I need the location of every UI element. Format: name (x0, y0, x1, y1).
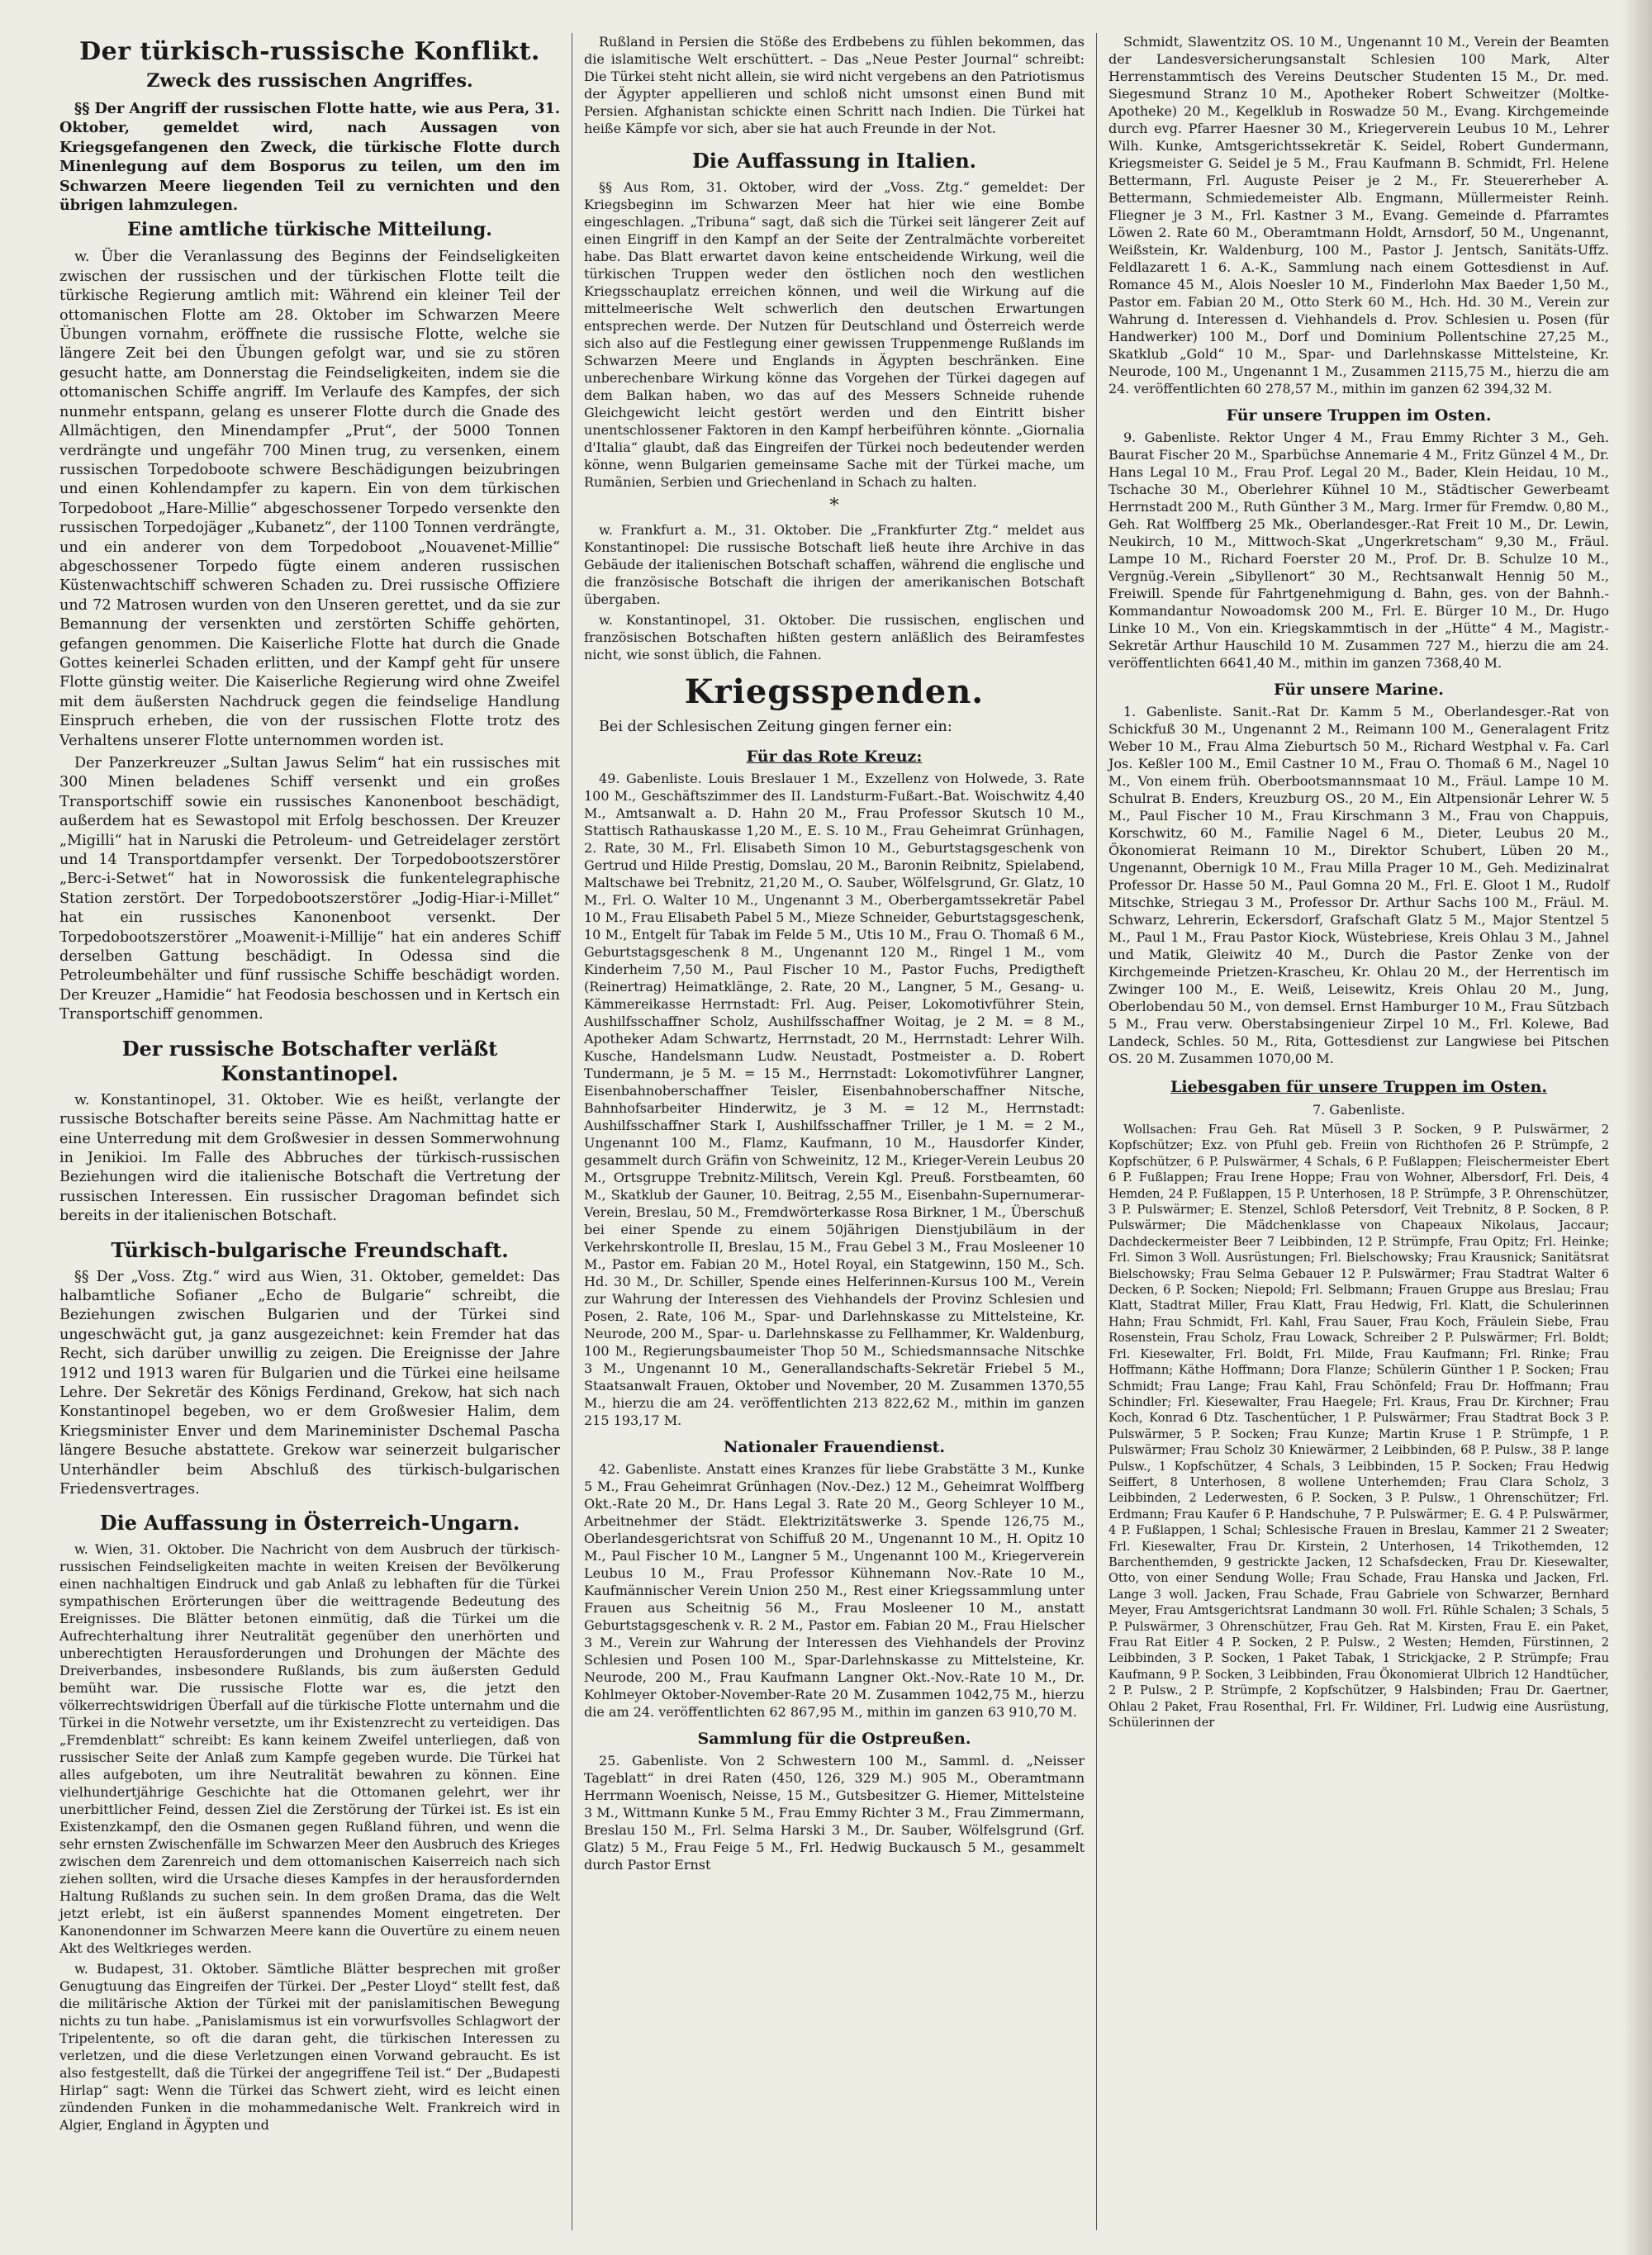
page-edge-shadow (1622, 0, 1652, 2255)
columns (48, 33, 1621, 2230)
paragraph: 1. Gabenliste. Sanit.-Rat Dr. Kamm 5 M., Oberlandesger.-Rat von Schickfuß 30 M., Ungenannt 2 M., Reimann 100 M., Generalagent Fritz Weber 10 M., Frau Alma Zieburtsch 50 M., Richard Westphal v. Fa. Carl Jos. Keßler 100 M., Emil Castner 10 M., Frau O. Thomaß 6 M., Nagel 10 M., Von einem früh. Oberbootsmannsmaat 10 M., Fräul. Lampe 10 M. Schulrat B. Enders, Kreuzburg OS., 20 M., Ein Altpensionär Lehrer W. 5 M., Paul Fischer 10 M., Frau Kirschmann 3 M., Frau von Chappuis, Korschwitz, 60 M., Familie Nagel 6 M., Dieter, Leubus 20 M., Ökonomierat Reimann 10 M., Direktor Schubert, Lüben 20 M., Ungenannt, Obernigk 10 M., Frau Milla Prager 10 M., Geh. Medizinalrat Professor Dr. Hasse 50 M., Paul Gomna 20 M., Frl. E. Gloot 1 M., Rudolf Mitschke, Striegau 3 M., Professor Dr. Arthur Sachs 100 M., Fräul. M. Schwarz, Lehrerin, Eckersdorf, Grafschaft Glatz 5 M., Major Stentzel 5 M., Paul 1 M., Frau Pastor Kiock, Wüstebriese, Kreis Ohlau 3 M., Jahnel und Matik, Gleiwitz 40 M., Durch die Pastor Zenke von der Kirchgemeinde Prietzen-Krascheu, Kr. Ohlau 20 M., der Herrentisch im Zwinger 100 M., E. Weiß, Leisewitz, Kreis Ohlau 20 M., Jung, Oberlobendau 50 M., von demsel. Ernst Hamburger 10 M., Frau Sützbach 5 M., Frau verw. Oberstabsingenieur Zirpel 10 M., Frl. Kolewe, Bad Landeck, Schles. 50 M., Rita, Gottesdienst zur Langwiese bei Pitschen OS. 20 M. Zusammen 1070,00 M. (1108, 704, 1609, 1066)
paragraph: w. Wien, 31. Oktober. Die Nachricht von dem Ausbruch der türkisch-russischen Feindseligkeiten machte in weiten Kreisen der Bevölkerung einen nachhaltigen Eindruck und gab Anlaß zu lebhaften für die Türkei sympathischen Erörterungen über die weittragende Bedeutung des Ereignisses. Die Blätter betonen einmütig, daß die Türkei um die Aufrechterhaltung ihrer Neutralität gegenüber den unerhörten und unberechtigten Herausforderungen und Drohungen der Mächte des Dreiverbandes, insbesondere Rußlands, bis zum äußersten Geduld bemüht war. Die russische Flotte war es, die jetzt den völkerrechtswidrigen Überfall auf die türkische Flotte unternahm und die Türkei in die Notwehr versetzte, um ihr Existenzrecht zu verteidigen. Das „Fremdenblatt“ schreibt: Es kann keinem Zweifel unterliegen, daß von russischer Seite der Anlaß zum Kampfe gegeben wurde. Die Türkei hat alles aufgeboten, um ihre Neutralität bewahren zu können. Eine vielhundertjährige Geschichte hat die Ottomanen gelehrt, wer ihr unerbittlicher Feind, dessen Ziel die Zerstörung der Türkei ist. Es ist ein Existenzkampf, den die Osmanen gegen Rußland führen, und wenn die sehr ernsten Zwischenfälle im Schwarzen Meer den Ausbruch des Krieges zwischen dem Zarenreich und dem ottomanischen Kaiserreich nach sich ziehen sollten, wird die Ursache dieses Kampfes in der herausfordernden Haltung Rußlands zu suchen sein. In dem großen Drama, das die Welt jetzt erlebt, ist ein äußerst spannendes Moment eingetreten. Der Kanonendonner im Schwarzen Meere kann die Ouvertüre zu einem neuen Akt des Weltkrieges werden. (59, 1541, 560, 1957)
list-heading-liebesgaben: Liebesgaben für unsere Truppen im Osten. (1170, 1078, 1548, 1096)
paragraph: w. Konstantinopel, 31. Oktober. Die russischen, englischen und französischen Botschaften hißten gestern anläßlich des Beiramfestes nicht, wie sonst üblich, die Fahnen. (584, 612, 1085, 662)
paragraph: w. Konstantinopel, 31. Oktober. Wie es heißt, verlangte der russische Botschafter bereits seine Pässe. Am Nachmittag hatte er eine Unterredung mit dem Großwesier in dessen Sommerwohnung in Jenikioi. Im Falle des Abbruches der türkisch-russischen Beziehungen wird die italienische Botschaft die Vertretung der russischen Interessen. Ein russischer Dragoman befindet sich bereits in der italienischen Botschaft. (59, 1091, 560, 1225)
separator-star: * (829, 496, 839, 516)
paragraph: w. Über die Veranlassung des Beginns der Feindseligkeiten zwischen der russischen und der türkischen Flotte teilt die türkische Regierung amtlich mit: Während ein kleiner Teil der ottomanischen Flotte am 28. Oktober im Schwarzen Meere Übungen vornahm, eröffnete die russische Flotte, welche sie längere Zeit bei den Übungen gefolgt war, und sie zu stören gesucht hatte, am Donnerstag die Feindseligkeiten, indem sie die ottomanischen Schiffe angriff. Im Verlaufe des Kampfes, der sich nunmehr entspann, gelang es unserer Flotte durch die Gnade des Allmächtigen, den Minendampfer „Prut“, der 5000 Tonnen verdrängte und ungefähr 700 Minen trug, zu versenken, einem russischen Torpedoboote schwere Beschädigungen beizubringen und einen Kohlendampfer zu kapern. Ein von dem türkischen Torpedoboot „Hare-Millie“ abgeschossener Torpedo versenkte den russischen Torpedojäger „Kubanetz“, der 1100 Tonnen verdrängte, und ein anderer von dem Torpedoboot „Nouavenet-Millie“ abgeschossener Torpedo fügte einem anderen russischen Küstenwachtschiff schweren Schaden zu. Drei russische Offiziere und 72 Matrosen wurden von den Unseren gerettet, und da sie zur Bemannung der versenkten und zerstörten Schiffe gehörten, gefangen genommen. Die Kaiserliche Flotte hat durch die Gnade Gottes keinerlei Schaden erlitten, und der Kampf geht für unsere Flotte günstig weiter. Die Kaiserliche Regierung wird ohne Zweifel mit dem äußersten Nachdruck gegen die feindselige Handlung Einspruch erheben, die von der russischen Flotte trotz des Verhaltens unserer Flotte unternommen worden ist. (59, 249, 560, 749)
paragraph: §§ Aus Rom, 31. Oktober, wird der „Voss. Ztg.“ gemeldet: Der Kriegsbeginn im Schwarzen Meer hat hier wie eine Bombe eingeschlagen. „Tribuna“ sagt, daß sich die Türkei seit längerer Zeit auf einen Eingriff in den Kampf an der Seite der Zentralmächte vorbereitet habe. Das Blatt erwartet davon keine entscheidende Wirkung, weil die türkischen Truppen weder den östlichen noch den westlichen Kriegsschauplatz erreichen können, und weil die Wirkung auf die mittelmeerische Welt schwerlich den deutschen Erwartungen entsprechen werde. Der Nutzen für Deutschland und Österreich werde sich also auf die Festlegung einer gewissen Truppenmenge Rußlands im Schwarzen Meere und Englands in Ägypten beschränken. Eine unberechenbare Wirkung könne das Vorgehen der Türkei dagegen auf dem Balkan haben, wo das auf des Messers Schneide ruhende Gleichgewicht leicht gestört werden und den Eintritt bisher unentschlossener Faktoren in den Kampf herbeiführen könnte. „Giornalia d'Italia“ glaubt, daß das Eingreifen der Türkei noch bedeutender werden könne, wenn Bulgarien gemeinsame Sache mit der Türkei mache, um Rumänien, Serbien und Griechenland in Schach zu halten. (584, 179, 1085, 490)
column-3 (1097, 33, 1621, 2230)
paragraph: 9. Gabenliste. Rektor Unger 4 M., Frau Emmy Richter 3 M., Geh. Baurat Fischer 20 M., Sparbüchse Annemarie 4 M., Fritz Günzel 4 M., Dr. Hans Legal 10 M., Frau Prof. Legal 20 M., Bader, Klein Heidau, 10 M., Tschache 30 M., Oberlehrer Kühnel 10 M., Städtischer Gewerbeamt Herrnstadt 200 M., Ruth Günther 3 M., Marg. Irmer für Fremdw. 0,80 M., Geh. Rat Wolffberg 25 Mk., Oberlandesger.-Rat Freit 10 M., Dr. Lewin, Neukirch, 10 M., Mittwoch-Skat „Ungerkretscham“ 9,30 M., Fräul. Lampe 10 M., Richard Foerster 20 M., Prof. Dr. B. Schulze 10 M., Vergnüg.-Verein „Sibyllenort“ 30 M., Rechtsanwalt Hennig 50 M., Freiwill. Spende für Fahrtgenehmigung d. Bahn, ges. von der Bahnh.-Kommandantur Nowoadomsk 200 M., Frl. E. Bürger 10 M., Dr. Hugo Linke 10 M., Von ein. Kriegskammtisch in der „Hütte“ 4 M., Magistr.-Sekretär Arthur Hauschild 10 M. Zusammen 727 M., hierzu die am 24. veröffentlichten 6641,40 M., mithin im ganzen 7368,40 M. (1108, 430, 1609, 671)
paragraph: 49. Gabenliste. Louis Breslauer 1 M., Exzellenz von Holwede, 3. Rate 100 M., Geschäftszimmer des II. Landsturm-Fußart.-Bat. Woischwitz 4,40 M., Amtsanwalt a. D. Hahn 20 M., Frau Professor Skutsch 10 M., Stattisch Rathauskasse 1,20 M., E. S. 10 M., Frau Geheimrat Grünhagen, 2. Rate, 30 M., Frl. Elisabeth Simon 10 M., Geburtstagsgeschenk von Gertrud und Hilde Prestig, Domslau, 20 M., Baronin Reibnitz, Spielabend, Maltschawe bei Trebnitz, 21,20 M., O. Sauber, Wölfelsgrund, Gr. Glatz, 10 M., Frl. O. Walter 10 M., Ungenannt 3 M., Oberbergamtssekretär Pabel 10 M., Frau Elisabeth Pabel 5 M., Mieze Schneider, Geburtstagsgeschenk, 10 M., Entgelt für Tabak im Felde 5 M., Utis 10 M., Frau O. Thomaß 6 M., Geburtstagsgeschenk 8 M., Ungenannt 120 M., Ringel 1 M., vom Kinderheim 7,50 M., Paul Fischer 10 M., Pastor Fuchs, Predigtheft (Reinertrag) Heimatklänge, 2. Rate, 20 M., Langner, 5 M., Gesang- u. Kämmereikasse Herrnstadt: Frl. Aug. Peiser, Lokomotivführer Stein, Aushilfsschaffner Scholz, Aushilfsschaffner Woitag, je 2 M. = 8 M., Apotheker Adam Schwartz, Herrnstadt, 20 M., Herrnstadt: Lehrer Wilh. Kusche, Handelsmann Ludw. Neustadt, Postmeister a. D. Robert Tundermann, je 5 M. = 15 M., Herrnstadt: Lokomotivführer Langner, Eisenbahnoberschaffner Teisler, Eisenbahnoberschaffner Nitsche, Bahnhofsarbeiter Hinderwitz, je 3 M. = 12 M., Herrnstadt: Aushilfsschaffner Stark I, Aushilfsschaffner Triller, je 1 M. = 2 M., Ungenannt 100 M., Flamz, Kaufmann, 10 M., Hausdorfer Kinder, gesammelt durch Gräfin von Schweinitz, 12 M., Krieger-Verein Leubus 20 M., Ortsgruppe Trebnitz-Militsch, Verein Kgl. Preuß. Forstbeamten, 60 M., Skatklub der Gauner, 10. Beitrag, 2,55 M., Eisenbahn-Supernumerar-Verein, Breslau, 50 M., Fremdwörterkasse Rosa Birkner, 1 M., Überschuß bei einer Spende zu einem 50jährigen Dienstjubiläum in der Verkehrskontrolle II, Breslau, 15 M., Frau Gebel 3 M., Frau Mosleener 10 M., Pastor em. Fabian 20 M., Hotel Royal, ein Statgewinn, 150 M., Sch. Hd. 30 M., Dr. Schiller, Spende eines Helferinnen-Kursus 100 M., Verein zur Wahrung der Interessen des Viehhandels der Provinz Schlesien und Posen, 2. Rate, 106 M., Spar- und Darlehnskasse zu Mittelsteine, Kr. Neurode, 200 M., Spar- u. Darlehnskasse zu Fellhammer, Kr. Waldenburg, 100 M., Regierungsbaumeister Thop 50 M., Schiedsmannsache Nitschke 3 M., Ungenannt 10 M., Generallandschafts-Sekretär Friebel 5 M., Staatsanwalt Frauen, Oktober und November, 20 M. Zusammen 1370,55 M., hierzu die am 24. veröffentlichten 213 822,62 M., mithin im ganzen 215 193,17 M. (584, 771, 1085, 1429)
list-heading-rotes-kreuz: Für das Rote Kreuz: (746, 748, 923, 767)
article-subtitle: Zweck des russischen Angriffes. (146, 70, 473, 92)
section-heading-mitteilung: Eine amtliche türkische Mitteilung. (127, 219, 492, 241)
paragraph: Schmidt, Slawentzitz OS. 10 M., Ungenannt 10 M., Verein der Beamten der Landesversicherungsanstalt Schlesien 100 Mark, Alter Herrenstammtisch des Vereins Deutscher Studenten 15 M., Dr. med. Siegesmund Stranz 10 M., Apotheker Robert Schweitzer (Moltke-Apotheke) 20 M., Kegelklub in Roswadze 50 M., Evang. Kirchgemeinde durch evg. Pfarrer Haesner 30 M., Kriegerverein Leubus 10 M., Lehrer Wilh. Kunke, Amtsgerichtssekretär K. Seidel, Robert Gundermann, Kriegsmeister G. Seidel je 5 M., Frau Kaufmann B. Schmidt, Frl. Helene Bettermann, Frl. Auguste Peiser je 2 M., Fr. Steuererheber A. Bettermann, Schmiedemeister Alb. Engmann, Müllermeister Reinh. Fliegner je 3 M., Frl. Kastner 3 M., Evang. Gemeinde d. Pfarramtes Löwen 2. Rate 60 M., Oberamtmann Holdt, Arnsdorf, 50 M., Ungenannt, Weißstein, Kr. Waldenburg, 100 M., Pastor J. Jentsch, Sanitäts-Uffz. Feldlazarett 1 6. A.-K., Sammlung nach einem Gottesdienst in Auf. Romance 45 M., Alois Noesler 10 M., Finderlohn Max Baeder 1,50 M., Pastor em. Fabian 20 M., Otto Sterk 60 M., Hch. Hd. 30 M., Verein zur Wahrung d. Interessen d. Viehhandels d. Prov. Schlesien u. Posen (für Handwerker) 100 M., Dorf und Dominium Pollentschine 27,25 M., Skatklub „Gold“ 10 M., Spar- und Darlehnskasse Mittelsteine, Kr. Neurode, 100 M., Ungenannt 1 M., Zusammen 2115,75 M., hierzu die am 24. veröffentlichten 60 278,57 M., mithin im ganzen 62 394,32 M. (1108, 34, 1609, 396)
list-heading-osten: Für unsere Truppen im Osten. (1226, 406, 1492, 425)
column-1 (48, 33, 572, 2230)
list-subheading: 7. Gabenliste. (1312, 1102, 1406, 1118)
section-heading-botschafter: Der russische Botschafter verläßt Konstantinopel. (121, 1036, 498, 1085)
paragraph: w. Frankfurt a. M., 31. Oktober. Die „Frankfurter Ztg.“ meldet aus Konstantinopel: Die russische Botschaft ließ heute ihre Archive in das Gebäude der italienischen Botschaft schaffen, während die englische und die französische Botschaft die ihrigen der amerikanischen Botschaft übergaben. (584, 522, 1085, 607)
section-heading-bulgar: Türkisch-bulgarische Freundschaft. (111, 1237, 509, 1262)
section-heading-italien: Die Auffassung in Italien. (691, 149, 977, 173)
list-heading-frauendienst: Nationaler Frauendienst. (723, 1438, 946, 1457)
paragraph: Wollsachen: Frau Geh. Rat Müsell 3 P. Socken, 9 P. Pulswärmer, 2 Kopfschützer; Exz. von Pfuhl geb. Freiin von Richthofen 26 P. Strümpfe, 2 Kopfschützer, 6 P. Pulswärmer, 4 Schals, 6 P. Fußlappen; Fleischermeister Ebert 6 P. Fußlappen; Frau Irene Hoppe; Frau von Wohner, Albersdorf, Frl. Deis, 4 Hemden, 24 P. Fußlappen, 15 P. Unterhosen, 18 P. Strümpfe, 3 P. Ohrenschützer, 3 P. Pulswärmer; E. Stenzel, Schloß Petersdorf, Veit Trebnitz, 8 P. Socken, 8 P. Pulswärmer; Die Mädchenklasse von Chapeaux Nikolaus, Jaccaur; Dachdeckermeister Beer 7 Leibbinden, 12 P. Strümpfe, Frau Opitz; Frl. Heinke; Frl. Simon 3 Woll. Ausrüstungen; Frl. Bielschowsky; Frau Krausnick; Sanitätsrat Bielschowsky; Frau Selma Gebauer 12 P. Pulswärmer; Frau Stadtrat Walter 6 Decken, 6 P. Socken; Niepold; Frl. Selbmann; Frauen Gruppe aus Breslau; Frau Klatt, Stadtrat Miller, Frau Klatt, Frau Hedwig, Frl. Klatt, die Schulerinnen Hahn; Frau Schmidt, Frl. Kahl, Frau Sauer, Frau Koch, Fräulein Siebe, Frau Rosenstein, Frau Scholz, Frau Lowack, Schreiber 2 P. Pulswärmer; Frl. Boldt; Frl. Kiesewalter, Frl. Boldt, Frl. Milde, Frau Kaufmann; Frl. Rinke; Frau Hoffmann; Käthe Hoffmann; Dora Flanze; Schülerin Günther 1 P. Socken; Frau Schmidt; Frau Lange; Frau Kahl, Frau Schönfeld; Frau Dr. Hoffmann; Frau Schindler; Frl. Kiesewalter, Frau Haegele; Frl. Kraus, Frau Dr. Kirchner; Frau Koch, Konrad 6 Dtz. Taschentücher, 1 P. Pulswärmer; Frau Stadtrat Bock 3 P. Pulswärmer, 5 P. Socken; Frau Kunze; Martin Kruse 1 P. Strümpfe, 1 P. Pulswärmer; Frau Scholz 30 Kniewärmer, 2 Leibbinden, 68 P. Pulsw., 38 P. lange Pulsw., 1 Kopfschützer, 4 Schals, 3 Leibbinden, 15 P. Socken; Frau Hedwig Seiffert, 8 Unterhosen, 8 wollene Unterhemden; Frau Clara Scholz, 3 Leibbinden, 2 Lederwesten, 6 P. Socken, 3 P. Pulsw., 1 Ohrenschützer; Frl. Erdmann; Frau Kaufer 6 P. Handschuhe, 7 P. Pulswärmer; E. G. 4 P. Pulswärmer, 4 P. Fußlappen, 1 Schal; Schlesische Frauen in Breslau, Kammer 21 2 Sweater; Frl. Kiesewalter, Frau Dr. Kirstein, 2 Unterhosen, 14 Trikothemden, 12 Barchenthemden, 9 gestrickte Jacken, 12 Schafsdecken, Frau Dr. Kiesewalter, Otto, von einer Sendung Wolle; Frau Schade, Frau Hanska und Jacken, Frl. Lange 3 woll. Jacken, Frau Schade, Frau Gabriele von Schwarzer, Bernhard Meyer, Frau Amtsgerichtsrat Landmann 30 woll. Frl. Rühle Schalen; 3 Schals, 5 P. Pulswärmer, 3 Ohrenschützer, Frau Geh. Rat M. Kirsten, Frau E. ein Paket, Frau Rat Eitler 4 P. Socken, 2 P. Pulsw., 2 Westen; Hemden, Fürstinnen, 2 Leibbinden, 3 P. Socken, 1 Paket Tabak, 1 Strickjacke, 2 P. Strümpfe; Frau Kaufmann, 9 P. Socken, 3 Leibbinden, Frau Ökonomierat Ulbrich 12 Handtücher, 2 P. Pulsw., 2 P. Strümpfe, 2 Kopfschützer, 9 Halsbinden; Frau Dr. Gaertner, Ohlau 2 Paket, Frau Rosenthal, Frl. Fr. Wildiner, Frl. Ludwig eine Ausrüstung, Schülerinnen der (1108, 1123, 1609, 1730)
paragraph: §§ Der „Voss. Ztg.“ wird aus Wien, 31. Oktober, gemeldet: Das halbamtliche Sofianer „Echo de Bulgarie“ schreibt, die Beziehungen zwischen Bulgarien und der Türkei sind ungeschwächt gut, ja ganz ausgezeichnet: kein Fremder hat das Recht, sich darüber unwillig zu zeigen. Die Ereignisse der Jahre 1912 und 1913 waren für Bulgarien und die Türkei eine heilsame Lehre. Der Sekretär des Königs Ferdinand, Grekow, hat sich nach Konstantinopel begeben, wo er dem Großwesier Halim, dem Kriegsminister Enver und dem Marineminister Dschemal Pascha längere Besuche abstattete. Grekow war seinerzeit bulgarischer Unterhändler beim Abschluß des türkisch-bulgarischen Friedensvertrages. (59, 1268, 560, 1498)
paragraph: 25. Gabenliste. Von 2 Schwestern 100 M., Samml. d. „Neisser Tageblatt“ in drei Raten (450, 126, 329 M.) 905 M., Oberamtmann Herrmann Woenisch, Neisse, 15 M., Gutsbesitzer G. Hiemer, Mittelsteine 3 M., Wittmann Kunke 5 M., Frau Emmy Richter 3 M., Frau Zimmermann, Breslau 150 M., Frl. Selma Harski 3 M., Dr. Sauber, Wölfelsgrund (Grf. Glatz) 5 M., Frau Feige 5 M., Frl. Hedwig Buckausch 5 M., gesammelt durch Pastor Ernst (584, 1753, 1085, 1873)
section-heading-oesterreich: Die Auffassung in Österreich-Ungarn. (99, 1511, 520, 1536)
paragraph: Rußland in Persien die Stöße des Erdbebens zu fühlen bekommen, das die islamitische Welt erschüttert. – Das „Neue Pester Journal“ schreibt: Die Türkei steht nicht allein, sie wird nicht vergebens an den Patriotismus der Ägypter appellieren und schloß nicht umsonst einen Bund mit Persien. Afghanistan schickte einen Schritt nach Indien. Die Türkei hat heiße Kämpfe vor sich, aber sie hat auch Freunde in der Not. (584, 34, 1085, 136)
article-title: Der türkisch-russische Konflikt. (79, 37, 540, 66)
column-2 (572, 33, 1097, 2230)
list-heading-marine: Für unsere Marine. (1274, 681, 1444, 699)
list-heading-ostpreussen: Sammlung für die Ostpreußen. (697, 1730, 971, 1749)
lead-paragraph: §§ Der Angriff der russischen Flotte hatte, wie aus Pera, 31. Oktober, gemeldet wird, nach Aussagen von Kriegsgefangenen den Zweck, die türkische Flotte durch Minenlegung auf dem Bosporus zu teilen, um den im Schwarzen Meere liegenden Teil zu vernichten und den übrigen lahmzulegen. (59, 100, 560, 215)
paragraph: Bei der Schlesischen Zeitung gingen ferner ein: (599, 719, 952, 735)
paragraph: Der Panzerkreuzer „Sultan Jawus Selim“ hat ein russisches mit 300 Minen beladenes Schiff versenkt und ein großes Transportschiff sowie ein russisches Kanonenboot beschädigt, außerdem hat es Sewastopol mit Erfolg beschossen. Der Kreuzer „Migilli“ hat in Naruski die Petroleum- und Getreidelager zerstört und 14 Transportdampfer versenkt. Der Torpedobootszerstörer „Berc-i-Setwet“ hat in Noworossisk die funkentelegraphische Station zerstört. Der Torpedobootszerstörer „Jodig-Hiar-i-Millet“ hat ein russisches Kanonenboot versenkt. Der Torpedobootszerstörer „Moawenit-i-Millije“ hat ein anderes Schiff derselben Gattung beschädigt. In Odessa sind die Petroleumbehälter und fünf russische Schiffe beschädigt worden. Der Kreuzer „Hamidie“ hat Feodosia beschossen und in Kertsch ein Transportschiff genommen. (59, 755, 560, 1023)
paragraph: w. Budapest, 31. Oktober. Sämtliche Blätter besprechen mit großer Genugtuung das Eingreifen der Türkei. Der „Pester Lloyd“ stellt fest, daß die militärische Aktion der Türkei mit der panislamitischen Bewegung nichts zu tun habe. „Panislamismus ist ein vorwurfsvolles Schlagwort der Tripelentente, so oft die daran geht, die türkischen Interessen zu verletzen, und die diese Verletzungen einen Vorwand gebraucht. Es ist also festgestellt, daß die Türkei der angegriffene Teil ist.“ Der „Budapesti Hirlap“ sagt: Wenn die Türkei das Schwert zieht, wird es leicht einen zündenden Funken in die mohammedanische Welt. Frankreich wird in Algier, England in Ägypten und (59, 1961, 560, 2134)
section-heading-kriegsspenden: Kriegsspenden. (684, 672, 985, 711)
paragraph: 42. Gabenliste. Anstatt eines Kranzes für liebe Grabstätte 3 M., Kunke 5 M., Frau Geheimrat Grünhagen (Nov.-Dez.) 12 M., Geheimrat Wolffberg Okt.-Rate 20 M., Dr. Hans Legal 3. Rate 20 M., Georg Schleyer 10 M., Arbeitnehmer der Städt. Elektrizitätswerke 3. Spende 126,75 M., Oberlandesgerichtsrat von Schiffuß 20 M., Ungenannt 10 M., H. Opitz 10 M., Paul Fischer 10 M., Langner 5 M., Ungenannt 100 M., Kriegerverein Leubus 10 M., Frau Professor Kühnemann Nov.-Rate 10 M., Kaufmännischer Verein Union 250 M., Rest einer Kriegssammlung unter Frauen aus Scheitnig 56 M., Frau Mosleener 10 M., anstatt Geburtstagsgeschenk v. R. 2 M., Pastor em. Fabian 20 M., Frau Hielscher 3 M., Verein zur Wahrung der Interessen des Viehhandels der Provinz Schlesien und Posen 100 M., Spar-Darlehnskasse zu Mittelsteine, Kr. Neurode, 200 M., Frau Kaufmann Langner Okt.-Nov.-Rate 10 M., Dr. Kohlmeyer Oktober-November-Rate 20 M. Zusammen 1042,75 M., hierzu die am 24. veröffentlichten 62 867,95 M., mithin im ganzen 63 910,70 M. (584, 1461, 1085, 1721)
